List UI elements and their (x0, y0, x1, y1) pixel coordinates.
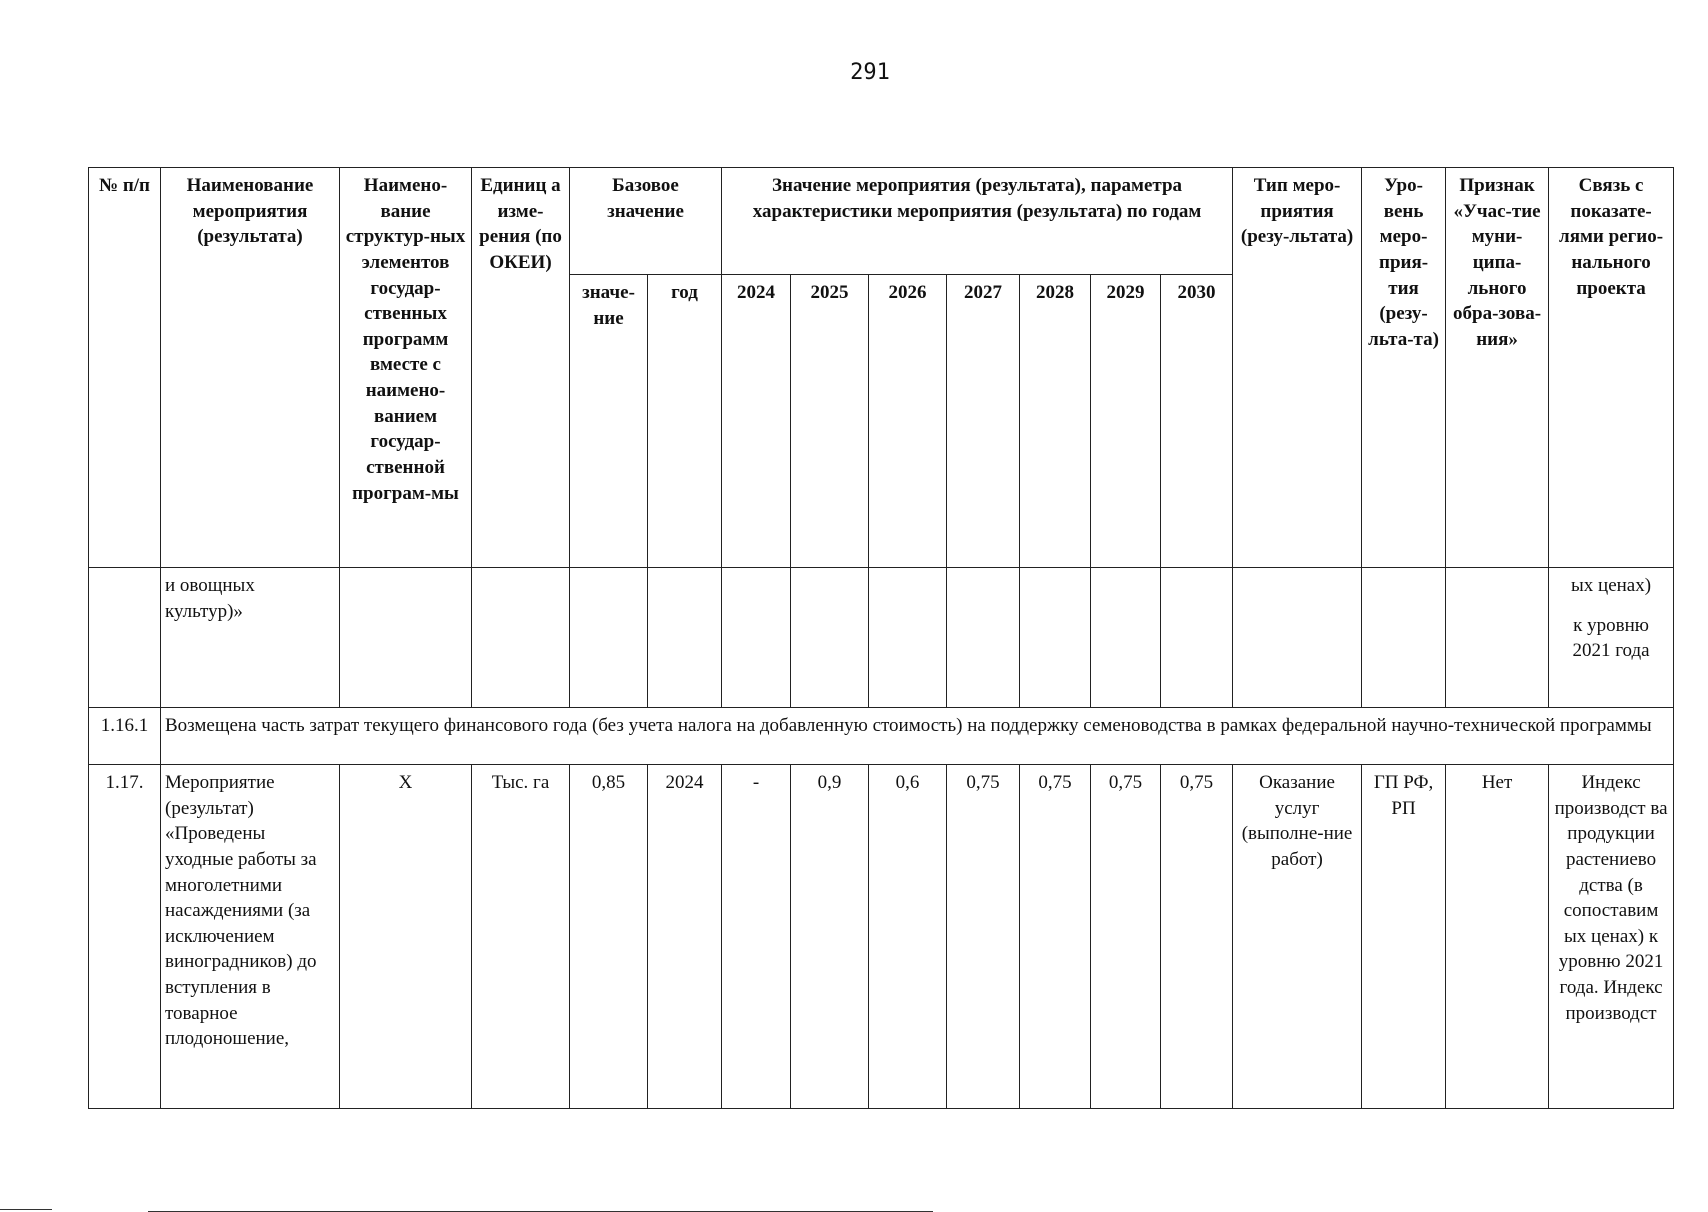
cell-base-year: 2024 (648, 765, 722, 1109)
cell-municipal-sign (1446, 568, 1549, 708)
header-base-value: Базовое значение (570, 168, 722, 275)
header-base-value-year: год (648, 275, 722, 568)
cell-base-value: 0,85 (570, 765, 648, 1109)
header-name: Наименование мероприятия (результата) (161, 168, 340, 568)
cell-year-value (722, 568, 791, 708)
header-num: № п/п (89, 168, 161, 568)
cell-structural-elements (340, 568, 472, 708)
header-year: 2030 (1161, 275, 1233, 568)
cell-year-value: 0,6 (869, 765, 947, 1109)
cell-year-value (1091, 568, 1161, 708)
cell-year-value: - (722, 765, 791, 1109)
header-unit: Единиц а изме-рения (по ОКЕИ) (472, 168, 570, 568)
measures-table (88, 167, 1674, 1109)
cell-link-indicators (1549, 568, 1674, 708)
cell-year-value (1161, 568, 1233, 708)
header-row-1 (89, 168, 1674, 275)
header-year: 2027 (947, 275, 1020, 568)
table-row-1-17 (89, 765, 1674, 1109)
cell-year-value: 0,75 (1091, 765, 1161, 1109)
header-base-value-value: значе-ние (570, 275, 648, 568)
cell-level: ГП РФ, РП (1362, 765, 1446, 1109)
cell-name: и овощных культур)» (161, 568, 340, 708)
cell-year-value: 0,9 (791, 765, 869, 1109)
link-text-line: к уровню 2021 года (1572, 614, 1650, 662)
cell-year-value (1020, 568, 1091, 708)
cell-year-value: 0,75 (947, 765, 1020, 1109)
cell-level (1362, 568, 1446, 708)
cell-year-value (947, 568, 1020, 708)
header-level: Уро-вень меро-прия-тия (резу-льта-та) (1362, 168, 1446, 568)
header-year: 2029 (1091, 275, 1161, 568)
cell-year-value (791, 568, 869, 708)
cell-link-indicators: Индекс производст ва продукции растениево дства (в сопоставим ых ценах) к уровню 2021 года. Индекс производст (1549, 765, 1674, 1109)
cell-merged-description: Возмещена часть затрат текущего финансового года (без учета налога на добавленную стоимость) на поддержку семеноводства в рамках федеральной научно-технической программы (161, 708, 1674, 765)
cell-name: Мероприятие (результат) «Проведены уходные работы за многолетними насаждениями (за исключением виноградников) до вступления в товарное плодоношение, (161, 765, 340, 1109)
table-row (89, 568, 1674, 708)
cell-structural-elements: Х (340, 765, 472, 1109)
header-type: Тип меро-приятия (резу-льтата) (1233, 168, 1362, 568)
header-year: 2026 (869, 275, 947, 568)
page-number: 291 (850, 60, 890, 85)
header-municipal-sign: Признак «Учас-тие муни-ципа-льного обра-зова-ния» (1446, 168, 1549, 568)
cell-year-value (869, 568, 947, 708)
header-year: 2024 (722, 275, 791, 568)
cell-num: 1.17. (89, 765, 161, 1109)
cell-num: 1.16.1 (89, 708, 161, 765)
cell-year-value: 0,75 (1161, 765, 1233, 1109)
cell-municipal-sign: Нет (1446, 765, 1549, 1109)
header-year: 2028 (1020, 275, 1091, 568)
footer-rule-left (0, 1209, 52, 1210)
header-link-indicators: Связь с показате-лями регио-нального проекта (1549, 168, 1674, 568)
cell-num (89, 568, 161, 708)
cell-base-value (570, 568, 648, 708)
cell-type (1233, 568, 1362, 708)
table-row-1-16-1 (89, 708, 1674, 765)
header-structural-elements: Наимено-вание структур-ных элементов государ-ственных программ вместе с наимено-ванием государ-ственной програм-мы (340, 168, 472, 568)
cell-unit: Тыс. га (472, 765, 570, 1109)
cell-year-value: 0,75 (1020, 765, 1091, 1109)
cell-unit (472, 568, 570, 708)
link-text-line: ых ценах) (1571, 575, 1652, 596)
header-values-by-year: Значение мероприятия (результата), параметра характеристики мероприятия (результата) по годам (722, 168, 1233, 275)
header-year: 2025 (791, 275, 869, 568)
cell-base-year (648, 568, 722, 708)
cell-type: Оказание услуг (выполне-ние работ) (1233, 765, 1362, 1109)
